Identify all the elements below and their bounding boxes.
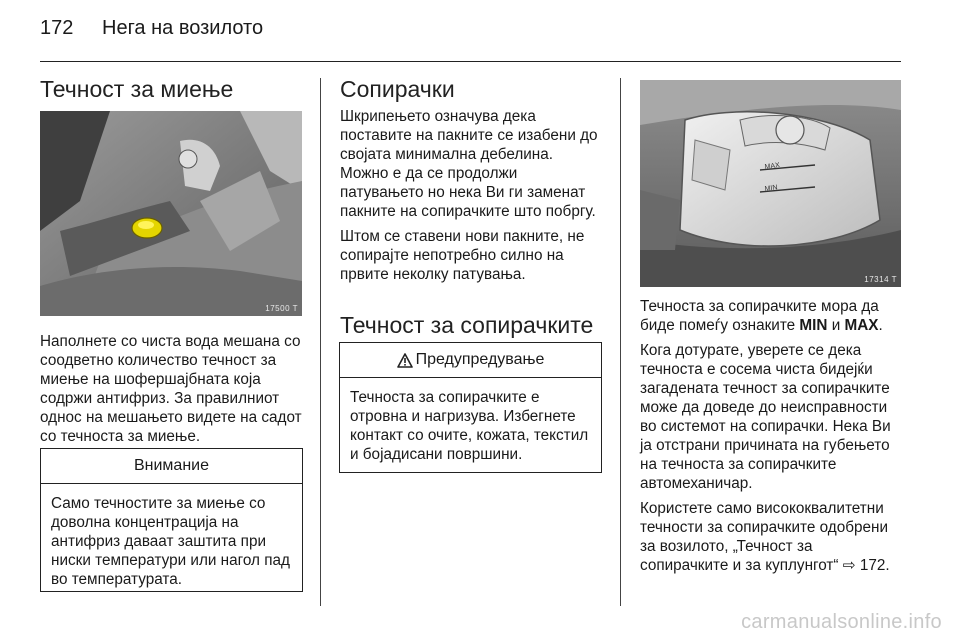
and-word: и [831, 317, 841, 334]
max-mark-label: MAX [764, 161, 781, 171]
warning-box [339, 342, 602, 473]
brake-fluid-paragraph-2: Кога дотурате, уверете се дека течноста е сосема чиста бидејќи загадената течност за сопирачките може да доведе до неисправности во системот на сопирачки. Нека Ви ја отстрани причината на губењето на течноста за сопирачките автомеханичар. [640, 342, 891, 492]
caution-notice-text: Само течностите за миење со доволна концентрација на антифриз даваат заштита при ниски температури или нагол пад во температурата. [51, 495, 290, 588]
washer-fluid-heading: Течност за миење [40, 76, 234, 102]
warning-header [340, 343, 601, 378]
washer-reservoir-illustration [40, 111, 302, 316]
brake-fluid-paragraph-3 [640, 499, 904, 575]
caution-notice-box [40, 448, 303, 592]
washer-fluid-paragraph: Наполнете со чиста вода мешана со соодветно количество течност за миење на шофершајбната која содржи антифриз. За правилниот однос на мешањето видете на садот со течноста за миење. [40, 333, 302, 445]
brake-fluid-paragraph-1 [640, 297, 904, 335]
watermark: carmanualsonline.info [741, 611, 942, 633]
brakes-heading: Сопирачки [340, 76, 455, 102]
brake-fluid-text [640, 297, 904, 581]
header-rule [40, 61, 901, 62]
brake-fluid-level-text: Течноста за сопирачките мора да биде помеѓу ознаките [640, 298, 879, 334]
photo-code: 17314 T [864, 275, 897, 284]
max-label: MAX [844, 317, 879, 334]
brake-reservoir-illustration [640, 80, 901, 287]
brakes-paragraph-1: Шкрипењето означува дека поставите на пакните се изабени до својата минимална дебелина. Можно е да се продолжи патувањето но нека Ви ги заменат пакните на сопирачките што побргу. [340, 108, 598, 220]
warning-text: Течноста за сопирачките е отровна и нагризува. Избегнете контакт со очите, кожата, текстил и бојадисани површини. [350, 389, 589, 463]
section-title: Нега на возилото [102, 17, 264, 39]
washer-fluid-text [40, 332, 302, 452]
brakes-text [340, 107, 602, 290]
column-divider-left [320, 78, 321, 606]
warning-triangle-icon [397, 353, 413, 368]
column-divider-right [620, 78, 621, 606]
caution-notice-title: Внимание [41, 449, 302, 484]
washer-reservoir-photo [40, 111, 302, 316]
page-number: 172 [40, 17, 74, 39]
brake-fluid-quality-text: Користете само висококвалитетни течности за сопирачките одобрени за возилото, „Течност за сопирачките и за куплунгот“ [640, 500, 888, 574]
brake-fluid-heading: Течност за сопирачките [340, 312, 594, 338]
brakes-paragraph-2: Штом се ставени нови пакните, не сопирајте непотребно силно на првите неколку патувања. [340, 228, 585, 283]
sentence-end: . [878, 317, 883, 334]
page-reference-link[interactable]: 172. [859, 557, 890, 574]
page-reference-icon: ⇨ [842, 557, 856, 574]
photo-code: 17500 T [265, 304, 298, 313]
min-mark-label: MIN [764, 184, 778, 193]
brake-reservoir-photo [640, 80, 901, 287]
min-label: MIN [799, 317, 828, 334]
warning-title: Предупредување [415, 351, 545, 368]
